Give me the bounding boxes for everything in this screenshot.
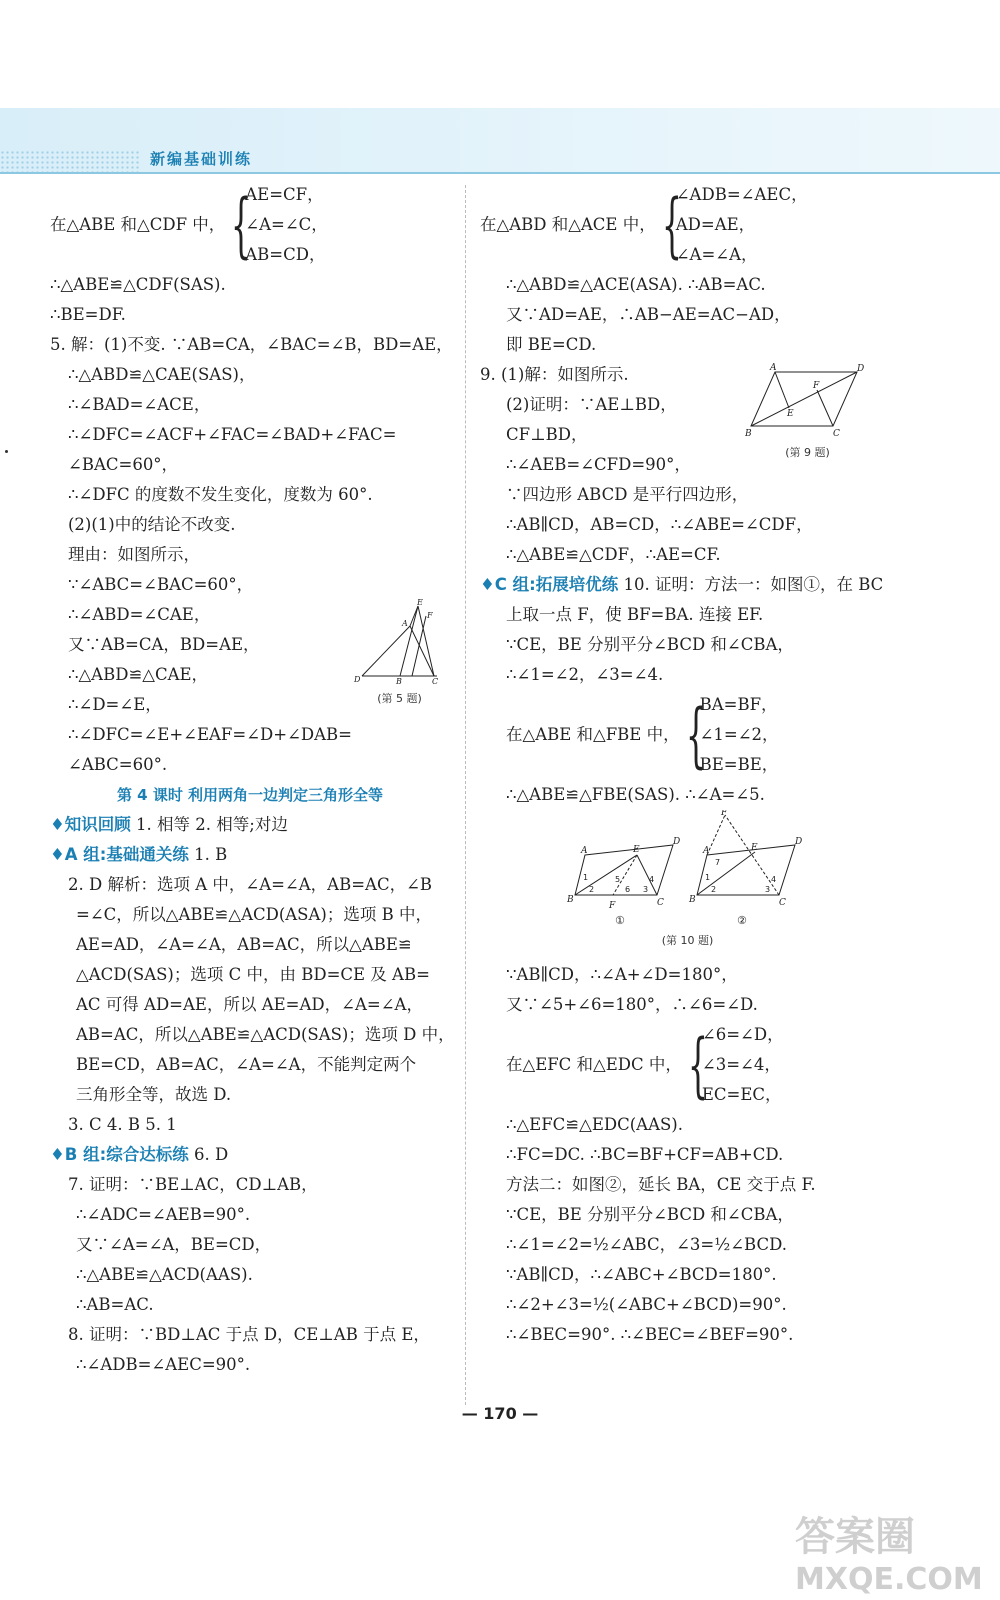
watermark-line-1: 答案圈 (795, 1514, 915, 1560)
text-line: ∴∠DFC=∠E+∠EAF=∠D+∠DAB= (68, 725, 353, 744)
text-line: ∵CE，BE 分别平分∠BCD 和∠CBA， (506, 635, 794, 654)
text-line: 又∵∠A=∠A，BE=CD， (76, 1235, 272, 1254)
section-tag: ♦知识回顾 (50, 815, 131, 834)
text-line: ∵∠ABC=∠BAC=60°， (68, 575, 254, 594)
text-line: ∴△ABD≌△ACE(ASA). ∴AB=AC. (506, 275, 766, 294)
text-line: AB=AC，所以△ABE≌△ACD(SAS)；选项 D 中， (76, 1025, 455, 1044)
svg-text:E: E (417, 598, 423, 607)
svg-text:1: 1 (583, 873, 589, 882)
text-line: ∴∠DFC=∠ACF+∠FAC=∠BAD+∠FAC= (68, 425, 397, 444)
svg-text:F: F (609, 901, 616, 911)
svg-text:F: F (721, 810, 728, 818)
text-line: ∵AB∥CD，∴∠A+∠D=180°， (506, 965, 738, 984)
question-5-line: 5. 解：(1)不变. ∵AB=CA，∠BAC=∠B，BD=AE， (50, 335, 453, 354)
text-line: ∴∠ABD=∠CAE， (68, 605, 211, 624)
section-tag-label: A 组:基础通关练 (64, 845, 189, 864)
text-line: 理由：如图所示， (68, 545, 200, 564)
text-line: △ACD(SAS)；选项 C 中，由 BD=CE 及 AB= (76, 965, 430, 984)
svg-text:A: A (402, 619, 408, 628)
svg-text:F: F (813, 381, 820, 391)
svg-text:6: 6 (625, 885, 631, 894)
question-9-line: 9. (1)解：如图所示. (480, 365, 629, 384)
svg-text:5: 5 (615, 875, 621, 884)
system-row: ∠ADB=∠AEC， (675, 185, 808, 204)
svg-text:D: D (673, 837, 681, 847)
svg-text:D: D (354, 675, 361, 684)
text-line: 又∵∠5+∠6=180°，∴∠6=∠D. (506, 995, 758, 1014)
svg-text:4: 4 (649, 875, 655, 884)
figure-5-caption: (第 5 题) (377, 692, 422, 705)
text-line: ∴FC=DC. ∴BC=BF+CF=AB+CD. (506, 1145, 784, 1164)
question-2-line: 2. D 解析：选项 A 中，∠A=∠A，AB=AC，∠B (68, 875, 433, 894)
system-prefix: 在△ABD 和△ACE 中， (480, 215, 656, 234)
system-row: AE=CF， (245, 185, 324, 204)
text-line: (2)(1)中的结论不改变. (68, 515, 236, 534)
page-number: — 170 — (461, 1404, 539, 1423)
equation-system (480, 180, 860, 270)
system-prefix: 在△ABE 和△FBE 中， (506, 725, 680, 744)
answer-text: 1. 相等 2. 相等;对边 (136, 815, 288, 834)
system-row: ∠A=∠A， (675, 245, 758, 264)
figure-10-label-2: ② (737, 914, 747, 927)
svg-text:D: D (857, 364, 865, 374)
system-row: ∠3=∠4， (701, 1055, 781, 1074)
figure-10-label-1: ① (615, 914, 625, 927)
text-line: 即 BE=CD. (506, 335, 597, 354)
section-tag: ♦A 组:基础通关练 (50, 845, 189, 864)
svg-text:A: A (770, 363, 777, 373)
text-line: ∴∠BAD=∠ACE， (68, 395, 211, 414)
text-line: (2)证明：∵AE⊥BD， (506, 395, 677, 414)
text-line: ∴△ABE≌△CDF，∴AE=CF. (506, 545, 721, 564)
svg-text:E: E (787, 409, 794, 419)
text-line: AC 可得 AD=AE，所以 AE=AD，∠A=∠A， (76, 995, 423, 1014)
text-line: ∵AB∥CD，∴∠ABC+∠BCD=180°. (506, 1265, 777, 1284)
svg-text:F: F (427, 611, 433, 620)
text-line: ∠BAC=60°， (68, 455, 179, 474)
left-column (50, 180, 455, 1380)
svg-text:3: 3 (643, 885, 649, 894)
header-rule (0, 172, 1000, 174)
section-tag-label: 知识回顾 (64, 815, 131, 834)
section-tag: ♦B 组:综合达标练 (50, 1145, 189, 1164)
answer-text: 6. D (193, 1145, 229, 1164)
text-line: ∴∠DFC 的度数不发生变化，度数为 60°. (68, 485, 373, 504)
svg-text:E: E (751, 843, 758, 853)
text-line: ∴△ABD≌△CAE(SAS)， (68, 365, 256, 384)
figure-5 (352, 598, 447, 713)
svg-text:B: B (396, 677, 402, 686)
text-line: =∠C，所以△ABE≌△ACD(ASA)；选项 B 中， (76, 905, 432, 924)
right-column (480, 180, 884, 1350)
text-line: AE=AD，∠A=∠A，AB=AC，所以△ABE≌ (76, 935, 412, 954)
watermark-line-2: MXQE.COM (795, 1562, 983, 1597)
system-row: AB=CD， (245, 245, 326, 264)
system-prefix: 在△ABE 和△CDF 中， (50, 215, 226, 234)
text-line: ∴∠ADC=∠AEB=90°. (76, 1205, 251, 1224)
svg-text:C: C (432, 677, 439, 686)
text-line: 三角形全等，故选 D. (76, 1085, 232, 1104)
text-line: ∴∠ADB=∠AEC=90°. (76, 1355, 251, 1374)
figure-9-caption: (第 9 题) (785, 446, 830, 459)
lesson-title: 第 4 课时 利用两角一边判定三角形全等 (116, 786, 384, 804)
svg-text:C: C (833, 429, 840, 439)
svg-text:1: 1 (705, 873, 711, 882)
figure-10 (565, 810, 810, 955)
answer-text: 10. 证明：方法一：如图①，在 BC (623, 575, 884, 594)
text-line: 又∵AB=CA，BD=AE， (68, 635, 260, 654)
section-tag: ♦C 组:拓展培优练 (480, 575, 619, 594)
text-line: ∴△ABE≌△FBE(SAS). ∴∠A=∠5. (506, 785, 765, 804)
text-line: ∴AB∥CD，AB=CD，∴∠ABE=∠CDF， (506, 515, 813, 534)
column-divider (465, 185, 466, 1405)
question-8-line: 8. 证明：∵BD⊥AC 于点 D，CE⊥AB 于点 E， (68, 1325, 430, 1344)
text-line: ∴AB=AC. (76, 1295, 154, 1314)
svg-text:2: 2 (589, 885, 595, 894)
header-title: 新编基础训练 (150, 150, 253, 168)
text-line: ∴△ABD≌△CAE， (68, 665, 209, 684)
svg-text:A: A (703, 846, 710, 856)
watermark (795, 1505, 985, 1595)
text-line: ∴∠D=∠E， (68, 695, 162, 714)
equation-system (480, 690, 860, 780)
text-line: ∴△ABE≌△ACD(AAS). (76, 1265, 253, 1284)
text-line: 又∵AD=AE，∴AB−AE=AC−AD， (506, 305, 791, 324)
svg-text:4: 4 (771, 875, 777, 884)
text-line: BE=CD，AB=AC，∠A=∠A，不能判定两个 (76, 1055, 417, 1074)
brace-icon: { (687, 1024, 708, 1106)
text-line: CF⊥BD， (506, 425, 588, 444)
system-prefix: 在△EFC 和△EDC 中， (506, 1055, 682, 1074)
system-row: BA=BF， (699, 695, 778, 714)
svg-text:C: C (779, 898, 786, 908)
section-tag-label: C 组:拓展培优练 (494, 575, 619, 594)
text-line: ∴∠AEB=∠CFD=90°， (506, 455, 691, 474)
brace-icon: { (685, 694, 706, 776)
figure-5-diagram (352, 598, 447, 686)
text-line: ∴∠2+∠3=½(∠ABC+∠BCD)=90°. (506, 1295, 787, 1314)
brace-icon: { (231, 184, 252, 266)
text-line: ∴△ABE≌△CDF(SAS). (50, 275, 226, 294)
text-line: ∴△EFC≌△EDC(AAS). (506, 1115, 683, 1134)
svg-text:B: B (745, 429, 752, 439)
text-line: ∴∠1=∠2=½∠ABC，∠3=½∠BCD. (506, 1235, 787, 1254)
header-dots (0, 150, 140, 172)
system-row: EC=EC， (701, 1085, 782, 1104)
svg-text:A: A (581, 846, 588, 856)
system-row: AD=AE， (675, 215, 756, 234)
svg-text:E: E (633, 845, 640, 855)
answer-text: 1. B (194, 845, 228, 864)
section-tag-label: B 组:综合达标练 (64, 1145, 189, 1164)
text-line: 方法二：如图②，延长 BA，CE 交于点 F. (506, 1175, 816, 1194)
svg-text:7: 7 (715, 858, 721, 867)
page-number-value: 170 (483, 1404, 517, 1423)
equation-system (50, 180, 450, 270)
figure-9-diagram (745, 362, 870, 440)
text-line: ∴BE=DF. (50, 305, 126, 324)
svg-text:B: B (689, 895, 696, 905)
text-line: ∴∠1=∠2，∠3=∠4. (506, 665, 664, 684)
system-row: ∠6=∠D， (701, 1025, 784, 1044)
svg-text:3: 3 (765, 885, 771, 894)
text-line: 上取一点 F，使 BF=BA. 连接 EF. (506, 605, 764, 624)
scan-speck (5, 450, 8, 453)
text-line: ∴∠BEC=90°. ∴∠BEC=∠BEF=90°. (506, 1325, 794, 1344)
brace-icon: { (661, 184, 682, 266)
figure-10-diagram (565, 810, 810, 928)
equation-system (480, 1020, 860, 1110)
svg-text:C: C (657, 898, 664, 908)
text-line: ∠ABC=60°. (68, 755, 168, 774)
figure-9 (745, 362, 870, 467)
svg-text:B: B (567, 895, 574, 905)
svg-text:D: D (795, 837, 803, 847)
figure-10-caption: (第 10 题) (661, 934, 714, 947)
question-7-line: 7. 证明：∵BE⊥AC，CD⊥AB， (68, 1175, 318, 1194)
text-line: ∵CE，BE 分别平分∠BCD 和∠CBA， (506, 1205, 794, 1224)
system-row: ∠A=∠C， (245, 215, 328, 234)
text-line: ∵四边形 ABCD 是平行四边形， (506, 485, 749, 504)
system-row: ∠1=∠2， (699, 725, 779, 744)
svg-text:2: 2 (711, 885, 717, 894)
question-3-line: 3. C 4. B 5. 1 (68, 1115, 177, 1134)
system-row: BE=BE， (699, 755, 779, 774)
